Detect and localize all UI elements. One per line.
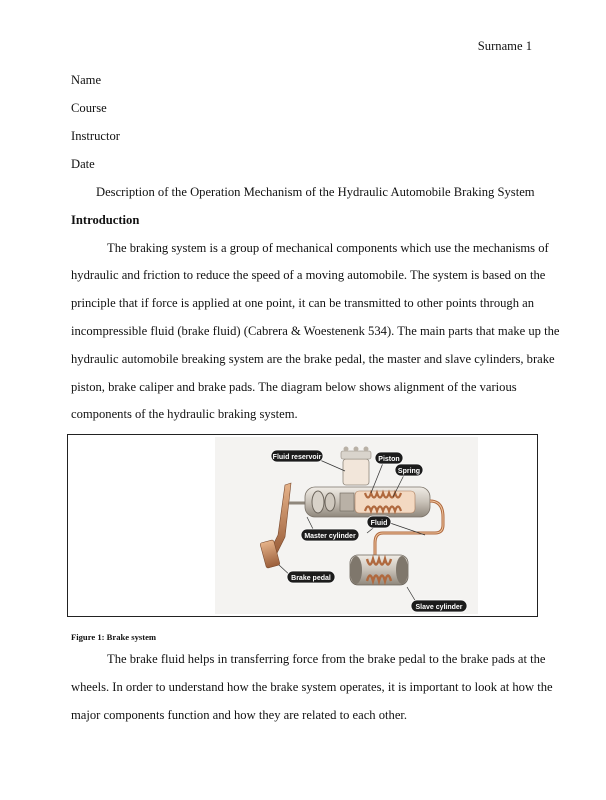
label-fluid-reservoir [271, 450, 323, 462]
svg-text:Fluid: Fluid [370, 520, 388, 527]
paragraph-line: incompressible fluid (brake fluid) (Cabrera & Woestenenk 534). The main parts that make up the [71, 324, 560, 338]
paragraph-line: hydraulic and friction to reduce the speed of a moving automobile. The system is based on the [71, 268, 546, 282]
cover-date: Date [71, 157, 95, 171]
paragraph-line: The braking system is a group of mechanical components which use the mechanisms of [107, 241, 549, 255]
running-head: Surname 1 [477, 39, 532, 53]
svg-text:Fluid reservoir: Fluid reservoir [272, 454, 322, 461]
label-piston [375, 452, 403, 464]
paragraph-line: The brake fluid helps in transferring force from the brake pedal to the brake pads at the [107, 652, 546, 666]
cover-course: Course [71, 101, 107, 115]
label-slave-cylinder [411, 600, 467, 612]
cover-name: Name [71, 73, 102, 87]
paragraph-line: major components function and how they are related to each other. [71, 708, 408, 722]
brake-pedal-arm [260, 483, 307, 568]
section-heading: Introduction [71, 213, 140, 227]
paragraph-line: principle that if force is applied at one point, it can be transmitted to other points through an [71, 296, 535, 310]
label-spring [395, 464, 423, 476]
label-brake-pedal [287, 571, 335, 583]
paragraph-line: hydraulic automobile breaking system are the brake pedal, the master and slave cylinders, brake [71, 352, 555, 366]
figure-caption: Figure 1: Brake system [71, 632, 157, 642]
brake-system-diagram [215, 437, 478, 614]
svg-text:Brake pedal: Brake pedal [291, 575, 331, 582]
fluid-reservoir [341, 447, 371, 486]
paragraph-line: components of the hydraulic braking system. [71, 407, 298, 421]
figure-frame [67, 434, 538, 617]
paragraph-line: piston, brake caliper and brake pads. The diagram below shows alignment of the various [71, 380, 517, 394]
label-master-cylinder [301, 529, 359, 541]
svg-text:Slave cylinder: Slave cylinder [415, 604, 463, 611]
paper-title: Description of the Operation Mechanism of the Hydraulic Automobile Braking System [96, 185, 535, 199]
diagram-svg [215, 437, 478, 614]
cover-instructor: Instructor [71, 129, 120, 143]
paragraph-line: wheels. In order to understand how the brake system operates, it is important to look at how the [71, 680, 553, 694]
svg-text:Spring: Spring [397, 468, 421, 475]
master-cylinder [305, 487, 430, 517]
svg-text:Master cylinder: Master cylinder [304, 533, 356, 540]
svg-text:Piston: Piston [378, 456, 400, 463]
label-fluid [367, 516, 391, 528]
slave-cylinder [350, 555, 408, 585]
